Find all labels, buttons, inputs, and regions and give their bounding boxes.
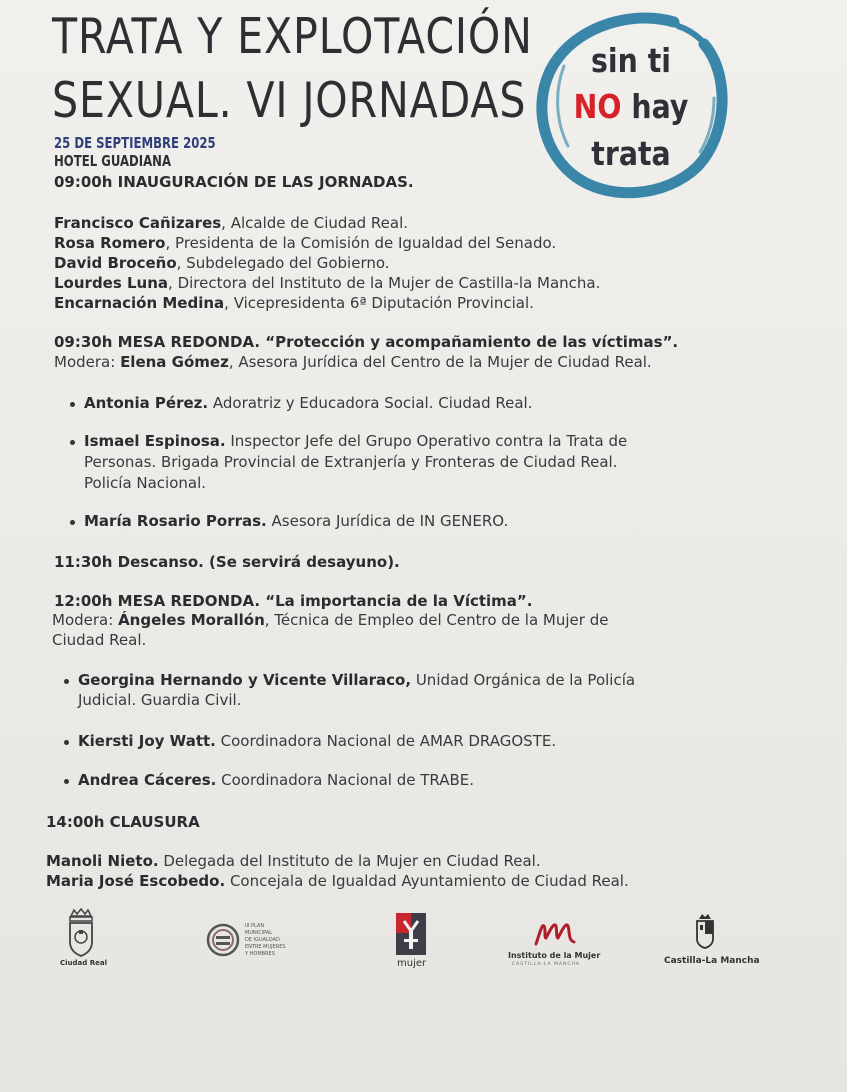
inauguration-heading: 09:00h INAUGURACIÓN DE LAS JORNADAS.: [54, 173, 414, 191]
mujer-logo: [396, 913, 430, 973]
campaign-stamp-logo: [528, 2, 734, 208]
ciudad-real-label: Ciudad Real: [60, 959, 107, 967]
igualdad-plan-logo: [205, 922, 315, 966]
crown-shield-icon: [58, 908, 104, 958]
bullet-icon: [64, 779, 69, 784]
stamp-text-sin-ti: sin ti: [590, 41, 672, 80]
instituto-sub-label: CASTILLA-LA MANCHA: [512, 962, 580, 967]
plan-label-3: DE IGUALDAD: [245, 937, 280, 943]
plan-label-1: III PLAN: [245, 923, 265, 929]
plan-label-4: ENTRE MUJERES: [245, 944, 286, 950]
panel2-heading: 12:00h MESA REDONDA. “La importancia de la Víctima”.: [54, 592, 533, 610]
panel2-speaker-cont: Judicial. Guardia Civil.: [78, 691, 242, 709]
castle-shield-icon: [694, 913, 716, 949]
panel1-moderator: Modera: Elena Gómez, Asesora Jurídica del Centro de la Mujer de Ciudad Real.: [54, 353, 652, 371]
inauguration-speaker: Francisco Cañizares, Alcalde de Ciudad Real.: [54, 214, 409, 232]
closing-speaker: Manoli Nieto. Delegada del Instituto de la Mujer en Ciudad Real.: [46, 852, 541, 870]
bullet-icon: [70, 440, 75, 445]
title-line-1: TRATA Y EXPLOTACIÓN: [52, 8, 533, 65]
event-venue: HOTEL GUADIANA: [54, 152, 172, 170]
closing-heading: 14:00h CLAUSURA: [46, 813, 200, 831]
panel1-speaker: Ismael Espinosa. Inspector Jefe del Grupo Operativo contra la Trata de: [84, 432, 628, 450]
title-line-2: SEXUAL. VI JORNADAS: [52, 72, 527, 129]
castilla-la-mancha-label: Castilla-La Mancha: [664, 956, 760, 966]
m-script-icon: [532, 916, 582, 948]
panel2-speaker: Georgina Hernando y Vicente Villaraco, Unidad Orgánica de la Policía: [78, 671, 636, 689]
bullet-icon: [70, 520, 75, 525]
panel2-moderator-cont: Ciudad Real.: [52, 631, 147, 649]
bullet-icon: [70, 402, 75, 407]
panel2-speaker: Kiersti Joy Watt. Coordinadora Nacional de AMAR DRAGOSTE.: [78, 732, 557, 750]
bullet-icon: [64, 679, 69, 684]
panel1-heading: 09:30h MESA REDONDA. “Protección y acompañamiento de las víctimas”.: [54, 333, 679, 351]
panel1-speaker-cont: Personas. Brigada Provincial de Extranjería y Fronteras de Ciudad Real.: [84, 453, 618, 471]
stamp-text-no-hay: [542, 87, 719, 126]
mujer-label: mujer: [397, 958, 427, 969]
ciudad-real-logo: [58, 908, 107, 972]
inauguration-speaker: David Broceño, Subdelegado del Gobierno.: [54, 254, 390, 272]
panel2-moderator: Modera: Ángeles Morallón, Técnica de Empleo del Centro de la Mujer de: [52, 611, 609, 629]
closing-speaker: Maria José Escobedo. Concejala de Igualdad Ayuntamiento de Ciudad Real.: [46, 872, 629, 890]
panel2-speaker: Andrea Cáceres. Coordinadora Nacional de TRABE.: [78, 771, 474, 789]
stamp-text-trata: trata: [591, 134, 671, 173]
inauguration-speaker: Encarnación Medina, Vicepresidenta 6ª Diputación Provincial.: [54, 294, 534, 312]
mujer-symbol-icon: [396, 913, 426, 955]
inauguration-speaker: Rosa Romero, Presidenta de la Comisión de Igualdad del Senado.: [54, 234, 557, 252]
stamp-text-no: NO: [573, 87, 622, 126]
equality-circle-icon: [205, 922, 241, 958]
plan-label-5: Y HOMBRES: [245, 951, 275, 957]
stamp-text-hay: hay: [631, 87, 689, 126]
inauguration-speaker: Lourdes Luna, Directora del Instituto de la Mujer de Castilla-la Mancha.: [54, 274, 601, 292]
plan-label-2: MUNICIPAL: [245, 930, 273, 936]
instituto-label: Instituto de la Mujer: [508, 951, 601, 960]
panel1-speaker: María Rosario Porras. Asesora Jurídica de IN GENERO.: [84, 512, 509, 530]
break-item: 11:30h Descanso. (Se servirá desayuno).: [54, 553, 400, 571]
event-date: 25 DE SEPTIEMBRE 2025: [54, 134, 216, 152]
instituto-mujer-logo: [508, 916, 604, 970]
panel1-speaker-cont: Policía Nacional.: [84, 474, 207, 492]
castilla-la-mancha-logo: [664, 913, 760, 971]
bullet-icon: [64, 740, 69, 745]
panel1-speaker: Antonia Pérez. Adoratriz y Educadora Social. Ciudad Real.: [84, 394, 533, 412]
